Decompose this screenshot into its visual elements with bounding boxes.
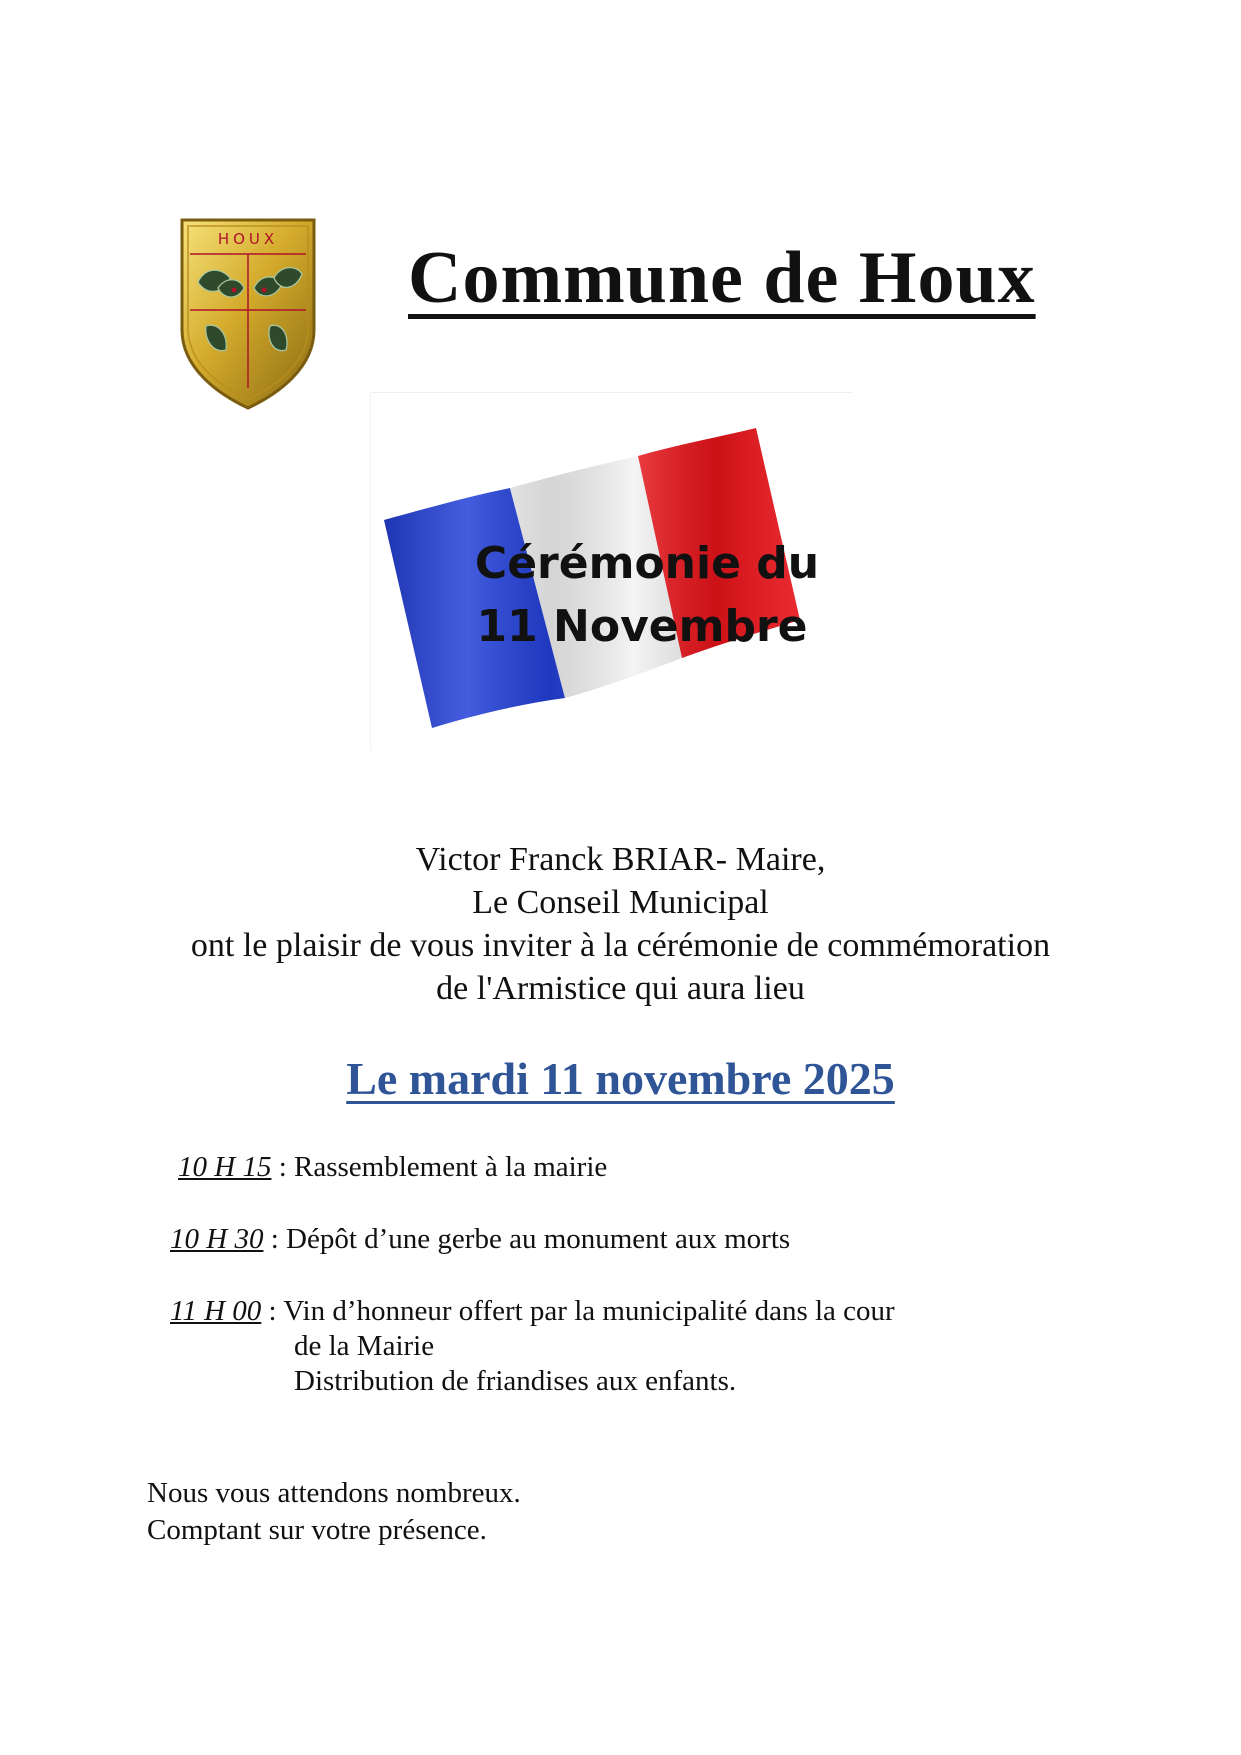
banner-line-2: 11 Novembre [476,601,808,652]
closing-line: Nous vous attendons nombreux. [147,1477,521,1509]
invitation-line: Le Conseil Municipal [472,884,769,921]
program-time: 10 H 30 [170,1223,264,1255]
coat-of-arms-text: HOUX [217,230,279,248]
program-item: 10 H 30 : Dépôt d’une gerbe au monument aux morts [170,1223,791,1255]
coat-of-arms-icon [178,218,318,410]
invitation-line: ont le plaisir de vous inviter à la cérémonie de commémoration [190,927,1051,964]
program-text: Rassemblement à la mairie [294,1151,608,1183]
page-title: Commune de Houx [408,237,1036,319]
invitation-line: de l'Armistice qui aura lieu [436,970,805,1007]
program-item: 10 H 15 : Rassemblement à la mairie [178,1151,608,1183]
closing-text [147,1475,521,1549]
program-time: 10 H 15 [178,1151,272,1183]
closing-line: Comptant sur votre présence. [147,1514,487,1546]
program-text-continued: de la Mairie [294,1330,435,1362]
invitation-text [0,838,1241,1010]
program-text: Dépôt d’une gerbe au monument aux morts [286,1223,791,1255]
program-item: 11 H 00 : Vin d’honneur offert par la municipalité dans la cour de la Mairie Distribution de friandises aux enfants. [170,1295,895,1397]
invitation-line: Victor Franck BRIAR- Maire, [415,841,826,878]
program-time: 11 H 00 [170,1295,262,1327]
program-text-continued: Distribution de friandises aux enfants. [294,1365,737,1397]
program-text: Vin d’honneur offert par la municipalité dans la cour [283,1295,895,1327]
ceremony-banner [370,392,852,750]
banner-line-1: Cérémonie du [474,538,820,589]
event-date: Le mardi 11 novembre 2025 [346,1053,895,1104]
